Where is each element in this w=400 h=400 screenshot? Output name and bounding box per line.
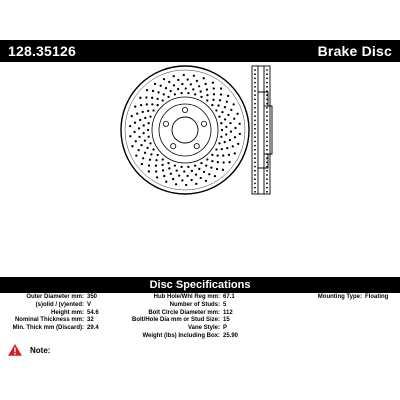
disc-front-view — [121, 66, 249, 194]
drilled-hole — [224, 141, 226, 143]
drilled-hole — [190, 83, 192, 85]
spec-value: 29.4 — [87, 325, 99, 332]
drilled-hole — [226, 101, 228, 103]
drilled-hole — [183, 74, 185, 76]
side-hole — [266, 90, 268, 92]
drilled-hole — [140, 104, 142, 106]
drilled-hole — [205, 165, 207, 167]
spec-value: V — [87, 301, 92, 308]
spec-label: Height mm: — [51, 309, 84, 316]
drilled-hole — [239, 133, 241, 135]
drilled-hole — [145, 96, 147, 98]
drilled-hole — [174, 164, 176, 166]
spec-label: Bolt Circle Diameter mm: — [148, 309, 220, 316]
side-hole — [266, 178, 268, 180]
drilled-hole — [146, 89, 148, 91]
drilled-hole — [211, 160, 213, 162]
side-hole — [254, 132, 256, 134]
specifications-table — [0, 294, 400, 354]
side-hole — [254, 78, 256, 80]
drilled-hole — [195, 183, 197, 185]
drilled-hole — [157, 91, 159, 93]
side-hole — [266, 187, 268, 189]
drilled-hole — [213, 87, 215, 89]
drilled-hole — [147, 129, 149, 131]
drilled-hole — [217, 161, 219, 163]
spec-row — [4, 310, 99, 318]
drilled-hole — [228, 154, 230, 156]
side-hole — [254, 111, 256, 113]
spec-value: 15 — [223, 317, 230, 324]
drilled-hole — [165, 181, 167, 183]
spec-row — [118, 302, 226, 310]
spec-label: Mounting Type: — [317, 294, 362, 300]
drilled-hole — [139, 97, 141, 99]
drilled-hole — [157, 104, 159, 106]
drilled-hole — [176, 170, 178, 172]
drilled-hole — [141, 163, 143, 165]
drilled-hole — [165, 87, 167, 89]
drilled-hole — [155, 165, 157, 167]
drilled-hole — [213, 93, 215, 95]
spec-label: (s)olid / (v)ented: — [35, 301, 84, 308]
side-hole — [266, 174, 268, 176]
product-type: Brake Disc — [317, 43, 392, 59]
drilled-hole — [149, 115, 151, 117]
side-hole — [254, 149, 256, 151]
side-hole — [254, 174, 256, 176]
drilled-hole — [221, 111, 223, 113]
drilled-hole — [203, 77, 205, 79]
drilled-hole — [215, 148, 217, 150]
part-number: 128.35126 — [8, 43, 76, 59]
spec-label: Hub Hole/Whl Reg mm: — [153, 294, 220, 300]
side-hole — [254, 73, 256, 75]
drilled-hole — [222, 169, 224, 171]
spec-value: 32 — [87, 317, 94, 324]
drilled-hole — [191, 179, 193, 181]
drilled-hole — [196, 80, 198, 82]
spec-row — [4, 302, 91, 310]
side-hole — [266, 136, 268, 138]
drilled-hole — [225, 126, 227, 128]
side-hole — [254, 107, 256, 109]
drilled-hole — [156, 176, 158, 178]
drilled-hole — [129, 125, 131, 127]
spec-value: 54.6 — [87, 309, 99, 316]
drilled-hole — [229, 122, 231, 124]
drilled-hole — [212, 99, 214, 101]
drilled-hole — [215, 109, 217, 111]
side-hole — [266, 162, 268, 164]
side-hole — [266, 170, 268, 172]
drilled-hole — [177, 88, 179, 90]
drilled-hole — [134, 122, 136, 124]
drilled-hole — [228, 161, 230, 163]
spec-row — [118, 310, 233, 318]
spec-value: 112 — [223, 309, 233, 316]
drilled-hole — [200, 162, 202, 164]
drilled-hole — [238, 123, 240, 125]
drilled-hole — [200, 90, 202, 92]
side-hole — [254, 183, 256, 185]
drilled-hole — [160, 85, 162, 87]
drilled-hole — [220, 122, 222, 124]
side-hole — [254, 153, 256, 155]
bolt-hole — [182, 107, 187, 112]
drilled-hole — [217, 154, 219, 156]
drilled-hole — [233, 118, 235, 120]
spec-label: Outer Diameter mm: — [26, 294, 84, 300]
drilled-hole — [214, 175, 216, 177]
spec-value: 25.90 — [223, 333, 239, 339]
side-hole — [266, 166, 268, 168]
drilled-hole — [168, 81, 170, 83]
drilled-hole — [227, 114, 229, 116]
bolt-hole — [171, 144, 176, 149]
side-hole — [266, 124, 268, 126]
drilled-hole — [237, 143, 239, 145]
bolt-hole — [194, 144, 199, 149]
drilled-hole — [143, 124, 145, 126]
drilled-hole — [150, 153, 152, 155]
drilled-hole — [203, 171, 205, 173]
drilled-hole — [187, 166, 189, 168]
drilled-hole — [224, 118, 226, 120]
drilled-hole — [205, 83, 207, 85]
spec-row — [118, 317, 230, 325]
drilled-hole — [211, 154, 213, 156]
spec-label: Number of Studs: — [169, 301, 220, 308]
drilled-hole — [149, 142, 151, 144]
side-hole — [254, 157, 256, 159]
drilled-hole — [148, 164, 150, 166]
drilled-hole — [140, 144, 142, 146]
drilled-hole — [180, 166, 182, 168]
side-hole — [254, 136, 256, 138]
bolt-hole — [201, 121, 206, 126]
drilled-hole — [219, 99, 221, 101]
drilled-hole — [133, 131, 135, 133]
side-hole — [266, 103, 268, 105]
drilled-hole — [146, 147, 148, 149]
spec-row — [118, 333, 238, 341]
drilled-hole — [135, 154, 137, 156]
side-hole — [254, 162, 256, 164]
drilled-hole — [185, 184, 187, 186]
side-hole — [266, 120, 268, 122]
spec-value: Floating — [365, 294, 389, 300]
side-hole — [266, 94, 268, 96]
side-hole — [254, 128, 256, 130]
drilled-hole — [206, 99, 208, 101]
side-hole — [254, 86, 256, 88]
drilled-hole — [206, 88, 208, 90]
drilled-hole — [230, 109, 232, 111]
side-hole — [266, 86, 268, 88]
side-hole — [266, 73, 268, 75]
drilled-hole — [225, 133, 227, 135]
side-hole — [266, 78, 268, 80]
drilled-hole — [192, 88, 194, 90]
side-hole — [254, 145, 256, 147]
drilled-hole — [212, 81, 214, 83]
drilled-hole — [154, 83, 156, 85]
drilled-hole — [146, 103, 148, 105]
drilled-hole — [208, 173, 210, 175]
drilled-hole — [152, 90, 154, 92]
drilled-hole — [181, 83, 183, 85]
drilled-hole — [131, 115, 133, 117]
drilled-hole — [151, 103, 153, 105]
drilled-hole — [217, 104, 219, 106]
drilled-hole — [195, 174, 197, 176]
drilled-hole — [220, 136, 222, 138]
drilled-hole — [134, 105, 136, 107]
drilled-hole — [181, 179, 183, 181]
drilled-hole — [142, 111, 144, 113]
drilled-hole — [229, 139, 231, 141]
drilled-hole — [168, 167, 170, 169]
drilled-hole — [147, 110, 149, 112]
drilled-hole — [178, 174, 180, 176]
side-hole — [266, 115, 268, 117]
side-hole — [254, 103, 256, 105]
spec-value: 350 — [87, 294, 98, 300]
drilled-hole — [135, 140, 137, 142]
spec-row — [4, 317, 94, 325]
drilled-hole — [173, 84, 175, 86]
side-hole — [254, 170, 256, 172]
drilled-hole — [163, 78, 165, 80]
spec-row — [118, 325, 227, 333]
side-hole — [254, 178, 256, 180]
drilled-hole — [147, 122, 149, 124]
side-hole — [254, 141, 256, 143]
drilled-hole — [177, 79, 179, 81]
side-hole — [266, 157, 268, 159]
side-hole — [266, 149, 268, 151]
side-hole — [254, 187, 256, 189]
side-hole — [254, 166, 256, 168]
drilled-hole — [218, 142, 220, 144]
drilled-hole — [220, 93, 222, 95]
drilled-hole — [174, 93, 176, 95]
spec-row — [4, 325, 99, 333]
drilled-hole — [162, 169, 164, 171]
side-hole — [266, 111, 268, 113]
disc-specifications-title: Disc Specifications — [0, 277, 400, 293]
drilled-hole — [175, 183, 177, 185]
side-hole — [254, 99, 256, 101]
drilled-hole — [144, 117, 146, 119]
side-hole — [266, 141, 268, 143]
drilled-hole — [200, 177, 202, 179]
side-hole — [266, 107, 268, 109]
drilled-hole — [224, 106, 226, 108]
drilled-hole — [200, 96, 202, 98]
drilled-hole — [226, 147, 228, 149]
drilled-hole — [144, 140, 146, 142]
side-hole — [266, 128, 268, 130]
spec-label: Weight (lbs) Including Box: — [142, 333, 220, 339]
drilled-hole — [155, 170, 157, 172]
drilled-hole — [149, 159, 151, 161]
drilled-hole — [157, 154, 159, 156]
spec-row — [264, 294, 388, 302]
drilled-hole — [221, 129, 223, 131]
drilled-hole — [152, 148, 154, 150]
side-hole — [254, 69, 256, 71]
side-hole — [266, 191, 268, 193]
drilled-hole — [194, 164, 196, 166]
drilled-hole — [194, 93, 196, 95]
drilled-hole — [198, 85, 200, 87]
drilled-hole — [163, 175, 165, 177]
spec-label: Bolt/Hole Dia mm or Stud Size: — [131, 317, 220, 324]
drilled-hole — [173, 75, 175, 77]
side-hole — [266, 132, 268, 134]
disc-drawing — [0, 62, 400, 262]
drilled-hole — [218, 115, 220, 117]
drilled-hole — [144, 152, 146, 154]
drilled-hole — [234, 152, 236, 154]
drilled-hole — [236, 113, 238, 115]
drilled-hole — [136, 112, 138, 114]
drilled-hole — [155, 159, 157, 161]
drilled-hole — [129, 135, 131, 137]
drilled-hole — [220, 87, 222, 89]
drilled-hole — [205, 180, 207, 182]
drilled-hole — [180, 92, 182, 94]
drilled-hole — [170, 173, 172, 175]
drilled-hole — [216, 168, 218, 170]
side-hole — [254, 94, 256, 96]
drilled-hole — [161, 164, 163, 166]
drilled-hole — [234, 127, 236, 129]
spec-value: 5 — [223, 301, 227, 308]
side-hole — [254, 120, 256, 122]
drilled-hole — [193, 75, 195, 77]
drilled-hole — [167, 96, 169, 98]
warning-icon — [8, 344, 22, 356]
side-hole — [254, 115, 256, 117]
side-hole — [266, 99, 268, 101]
drilled-hole — [151, 97, 153, 99]
drilled-hole — [152, 109, 154, 111]
drilled-hole — [138, 127, 140, 129]
drilled-hole — [167, 162, 169, 164]
drilled-hole — [162, 99, 164, 101]
spec-row — [4, 294, 97, 302]
drilled-hole — [156, 98, 158, 100]
side-hole — [254, 191, 256, 193]
side-hole — [266, 145, 268, 147]
drilled-hole — [183, 170, 185, 172]
drilled-hole — [162, 158, 164, 160]
header-bar — [0, 40, 400, 62]
side-hole — [266, 183, 268, 185]
side-hole — [266, 82, 268, 84]
drilled-hole — [172, 178, 174, 180]
drilled-hole — [131, 145, 133, 147]
drilled-hole — [206, 158, 208, 160]
side-hole — [266, 69, 268, 71]
spec-label: Min. Thick mm (Discard): — [12, 325, 84, 332]
spec-value: 67.1 — [223, 294, 235, 300]
drilled-hole — [222, 161, 224, 163]
spec-label: Nominal Thickness mm: — [14, 317, 84, 324]
drilled-hole — [232, 145, 234, 147]
drilled-hole — [222, 154, 224, 156]
bolt-hole — [163, 121, 168, 126]
drilled-hole — [206, 94, 208, 96]
note-row — [8, 344, 50, 356]
drilled-hole — [233, 103, 235, 105]
drilled-hole — [230, 130, 232, 132]
drilled-hole — [163, 93, 165, 95]
drilled-hole — [138, 136, 140, 138]
side-hole — [266, 153, 268, 155]
drilled-hole — [139, 119, 141, 121]
drilled-hole — [186, 175, 188, 177]
drilled-hole — [221, 148, 223, 150]
note-label: Note: — [30, 345, 51, 355]
drilled-hole — [138, 149, 140, 151]
drilled-hole — [210, 167, 212, 169]
drilled-hole — [142, 132, 144, 134]
side-hole — [254, 82, 256, 84]
drilled-hole — [227, 95, 229, 97]
spec-row — [118, 294, 235, 302]
drilled-hole — [198, 168, 200, 170]
drilled-hole — [148, 170, 150, 172]
side-hole — [254, 124, 256, 126]
drilled-hole — [185, 87, 187, 89]
drilled-hole — [187, 78, 189, 80]
drilled-hole — [170, 90, 172, 92]
drilled-hole — [211, 104, 213, 106]
drilled-hole — [187, 92, 189, 94]
spec-value: P — [223, 325, 228, 332]
drilled-hole — [234, 136, 236, 138]
drilled-hole — [142, 157, 144, 159]
drilled-hole — [147, 136, 149, 138]
side-hole — [254, 90, 256, 92]
drilled-hole — [191, 170, 193, 172]
spec-label: Vane Style: — [187, 325, 220, 332]
